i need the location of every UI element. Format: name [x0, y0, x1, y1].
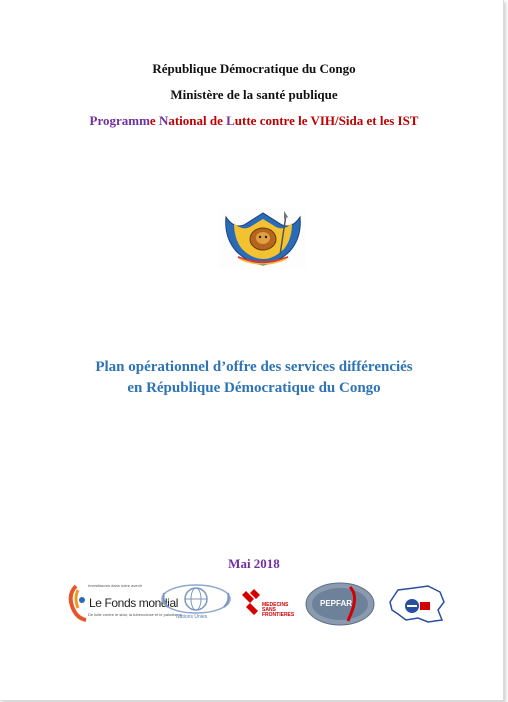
document-title-line2: en République Démocratique du Congo [127, 380, 381, 396]
programme-accent-1: Programm [89, 113, 150, 128]
global-fund-tagline: Investissons dans notre avenir [88, 583, 143, 588]
programme-text-2: ational de [168, 113, 227, 128]
programme-name [0, 113, 508, 129]
country-name: République Démocratique du Congo [152, 61, 356, 76]
msf-label: MEDECINS SANS FRONTIERES [262, 602, 295, 618]
programme-text-1: e [149, 113, 159, 128]
pepfar-label: PEPFAR [320, 599, 353, 608]
programme-accent-2: N [158, 113, 169, 128]
global-fund-name: Le Fonds mondial [89, 596, 178, 610]
publication-date: Mai 2018 [228, 556, 280, 571]
document-title-line1: Plan opérationnel d’offre des services différenciés [95, 359, 413, 375]
un-label: Nations Unies [176, 614, 208, 620]
ministry-name: Ministère de la santé publique [170, 87, 338, 102]
programme-accent-3: L [226, 113, 235, 128]
pnls-logo-icon [384, 582, 448, 626]
global-fund-subtitle: De lutte contre le sida, la tuberculose et le paludisme [88, 612, 182, 617]
drc-coat-of-arms-icon [220, 207, 306, 269]
programme-text-3: utte contre le VIH/Sida et les IST [234, 113, 419, 128]
